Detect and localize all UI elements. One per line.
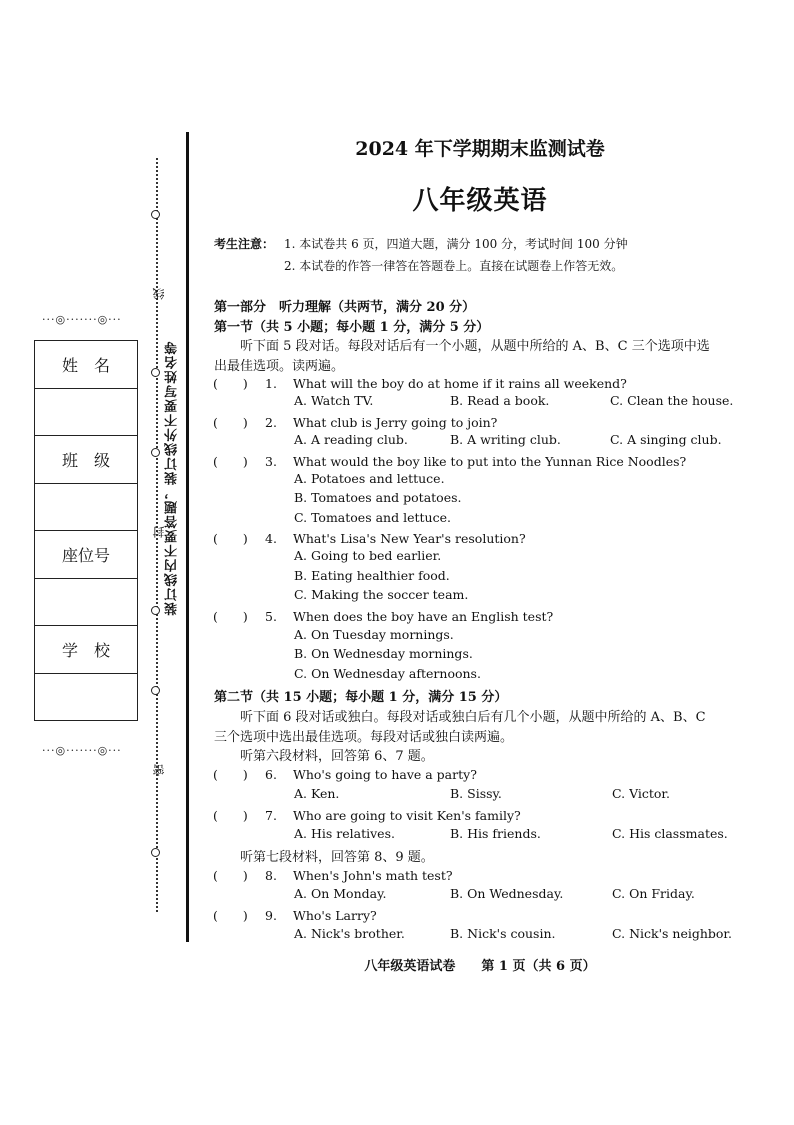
name-field[interactable] [35, 388, 138, 436]
answer-blank[interactable]: ( ) [213, 415, 248, 430]
option-a: A. On Tuesday mornings. [294, 627, 454, 642]
section1-title: 第一节（共 5 小题；每小题 1 分，满分 5 分） [214, 320, 490, 335]
option-b: B. Sissy. [450, 786, 502, 801]
question-4 [213, 529, 526, 547]
option-c: C. Making the soccer team. [294, 587, 469, 602]
answer-blank[interactable]: ( ) [213, 376, 248, 391]
option-c: C. Nick's neighbor. [612, 926, 733, 941]
option-c: C. Victor. [612, 786, 670, 801]
name-label: 姓 名 [35, 341, 138, 389]
question-number: 5. [265, 609, 277, 624]
section1-instruction-cont: 出最佳选项。读两遍。 [214, 359, 345, 374]
material-6-note: 听第六段材料，回答第 6、7 题。 [240, 749, 434, 764]
section2-instruction-cont: 三个选项中选出最佳选项。每段对话或独白读两遍。 [214, 730, 514, 745]
cut-line-mi: 密 [152, 764, 166, 776]
notice-item-1: 1. 本试卷共 6 页，四道大题，满分 100 分，考试时间 100 分钟 [284, 237, 628, 251]
question-text: What's Lisa's New Year's resolution? [293, 531, 526, 546]
answer-blank[interactable]: ( ) [213, 808, 248, 823]
option-b: B. On Wednesday. [450, 886, 564, 901]
seat-label: 座位号 [35, 531, 138, 579]
option-b: B. His friends. [450, 826, 541, 841]
class-field[interactable] [35, 483, 138, 531]
question-text: When does the boy have an English test? [293, 609, 554, 624]
option-a: A. On Monday. [294, 886, 387, 901]
student-info-table [34, 340, 138, 721]
exam-title: 2024 年下学期期末监测试卷 [355, 138, 605, 160]
cut-line-circle [151, 210, 160, 219]
question-text: What would the boy like to put into the Yunnan Rice Noodles? [293, 454, 687, 469]
binding-dots-bottom: ···◎·······◎··· [42, 744, 122, 757]
question-number: 3. [265, 454, 277, 469]
answer-blank[interactable]: ( ) [213, 454, 248, 469]
question-number: 4. [265, 531, 277, 546]
cut-line-circle [151, 368, 160, 377]
option-b: B. A writing club. [450, 432, 561, 447]
question-text: Who's going to have a party? [293, 767, 477, 782]
section2-instruction: 听下面 6 段对话或独白。每段对话或独白后有几个小题，从题中所给的 A、B、C [240, 710, 706, 725]
option-c: C. On Friday. [612, 886, 695, 901]
option-b: B. Read a book. [450, 393, 550, 408]
option-c: C. His classmates. [612, 826, 728, 841]
option-a: A. Nick's brother. [294, 926, 405, 941]
question-3 [213, 452, 686, 470]
question-number: 8. [265, 868, 277, 883]
part1-title: 第一部分 听力理解（共两节，满分 20 分） [214, 300, 476, 315]
question-6 [213, 765, 477, 783]
option-c: C. On Wednesday afternoons. [294, 666, 481, 681]
answer-blank[interactable]: ( ) [213, 609, 248, 624]
question-2 [213, 413, 497, 431]
question-9 [213, 906, 377, 924]
option-a: A. His relatives. [294, 826, 395, 841]
question-7 [213, 806, 521, 824]
binding-dots-top: ···◎·······◎··· [42, 313, 122, 326]
option-a: A. Watch TV. [294, 393, 374, 408]
material-7-note: 听第七段材料，回答第 8、9 题。 [240, 850, 434, 865]
option-a: A. Potatoes and lettuce. [294, 471, 445, 486]
answer-blank[interactable]: ( ) [213, 908, 248, 923]
notice-item-2: 2. 本试卷的作答一律答在答题卷上。直接在试题卷上作答无效。 [284, 259, 624, 273]
seat-field[interactable] [35, 578, 138, 626]
question-5 [213, 607, 553, 625]
subject-title: 八年级英语 [412, 186, 548, 216]
cut-line-circle [151, 448, 160, 457]
option-c: C. Tomatoes and lettuce. [294, 510, 451, 525]
question-number: 1. [265, 376, 277, 391]
option-b: B. Eating healthier food. [294, 568, 450, 583]
cut-line-feng: 封 [152, 526, 166, 538]
cut-line-circle [151, 606, 160, 615]
section2-title: 第二节（共 15 小题；每小题 1 分，满分 15 分） [214, 690, 508, 705]
question-number: 6. [265, 767, 277, 782]
option-c: C. A singing club. [610, 432, 722, 447]
option-a: A. Going to bed earlier. [294, 548, 442, 563]
question-text: Who's Larry? [293, 908, 377, 923]
notice-label: 考生注意： [214, 237, 275, 251]
school-label: 学 校 [35, 626, 138, 674]
section1-instruction: 听下面 5 段对话。每段对话后有一个小题，从题中所给的 A、B、C 三个选项中选 [240, 339, 710, 354]
option-a: A. Ken. [294, 786, 340, 801]
question-1 [213, 374, 627, 392]
page-footer: 八年级英语试卷 第 1 页（共 6 页） [364, 959, 596, 974]
school-field[interactable] [35, 673, 138, 721]
cut-line-circle [151, 686, 160, 695]
question-text: What will the boy do at home if it rains all weekend? [293, 376, 627, 391]
option-b: B. On Wednesday mornings. [294, 646, 473, 661]
binding-rule [186, 132, 189, 942]
answer-blank[interactable]: ( ) [213, 531, 248, 546]
option-b: B. Nick's cousin. [450, 926, 556, 941]
option-c: C. Clean the house. [610, 393, 734, 408]
binding-warning: 装订线内不要答题，装订线外不要写姓名等 [165, 340, 180, 616]
cut-line-xian: 线 [152, 288, 166, 300]
answer-blank[interactable]: ( ) [213, 868, 248, 883]
question-8 [213, 866, 453, 884]
answer-blank[interactable]: ( ) [213, 767, 248, 782]
question-text: What club is Jerry going to join? [293, 415, 498, 430]
option-b: B. Tomatoes and potatoes. [294, 490, 462, 505]
class-label: 班 级 [35, 436, 138, 484]
option-a: A. A reading club. [294, 432, 408, 447]
question-text: Who are going to visit Ken's family? [293, 808, 521, 823]
cut-line-circle [151, 848, 160, 857]
question-number: 7. [265, 808, 277, 823]
question-number: 9. [265, 908, 277, 923]
question-text: When's John's math test? [293, 868, 453, 883]
question-number: 2. [265, 415, 277, 430]
